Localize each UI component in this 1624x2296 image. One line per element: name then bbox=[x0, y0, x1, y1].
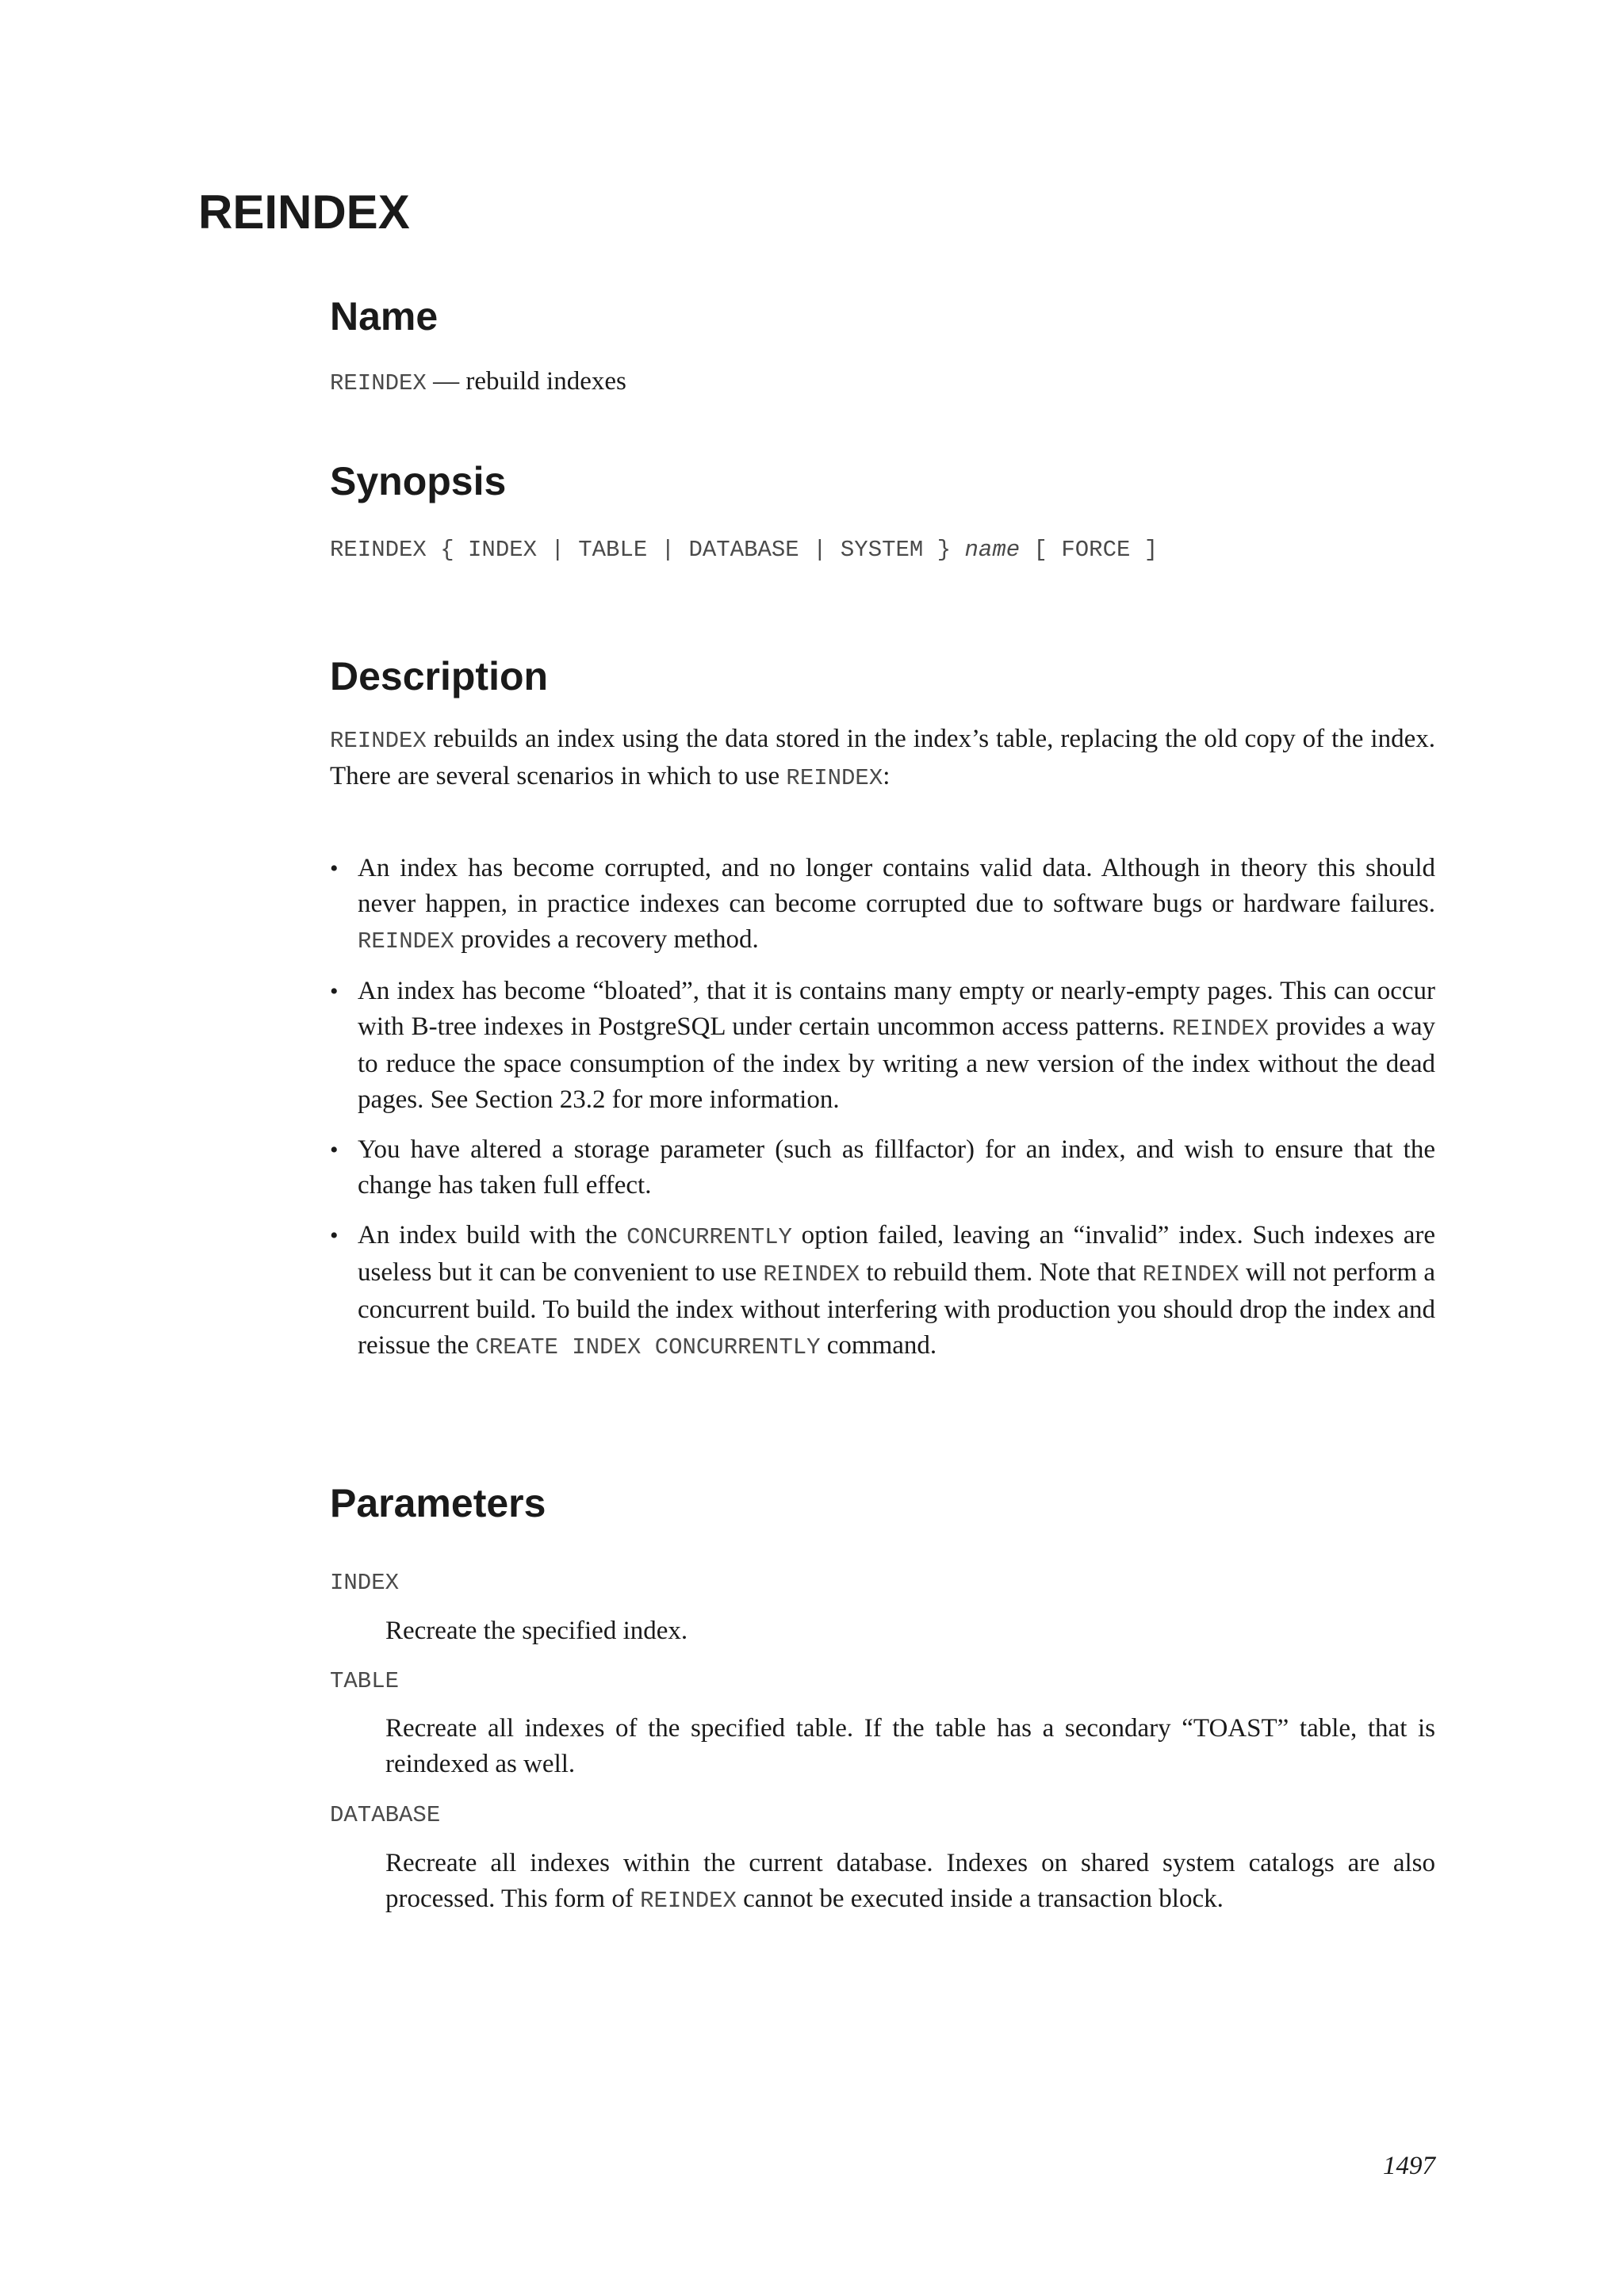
synopsis-code bbox=[330, 534, 1158, 566]
command-name: REINDEX bbox=[330, 370, 427, 396]
bullet-icon: • bbox=[330, 978, 339, 1004]
parameter-definition: Recreate all indexes of the specified table. If the table has a secondary “TOAST” table, that is reindexed as well. bbox=[385, 1714, 1435, 1778]
list-text: command. bbox=[820, 1331, 937, 1360]
synopsis-prefix: REINDEX { INDEX | TABLE | DATABASE | SYSTEM } bbox=[330, 537, 965, 563]
list-text: provides a way to reduce the space consumption of the index by writing a new version of the index without the dead pages. See Section 23.2 for more information. bbox=[358, 1012, 1435, 1114]
list-text: to rebuild them. Note that bbox=[860, 1258, 1143, 1287]
command-summary: — rebuild indexes bbox=[426, 367, 626, 396]
synopsis-name-placeholder: name bbox=[964, 537, 1021, 563]
description-intro bbox=[330, 721, 1435, 796]
inline-code: REINDEX bbox=[640, 1888, 737, 1914]
parameter-term: DATABASE bbox=[330, 1802, 441, 1828]
inline-code: CONCURRENTLY bbox=[626, 1224, 792, 1250]
list-text: An index build with the bbox=[358, 1221, 627, 1249]
scenario-list bbox=[330, 851, 1435, 1380]
bullet-icon: • bbox=[330, 855, 339, 882]
inline-code: REINDEX bbox=[1142, 1261, 1239, 1288]
parameters-heading: Parameters bbox=[330, 1481, 546, 1525]
description-heading: Description bbox=[330, 654, 549, 698]
bullet-icon: • bbox=[330, 1137, 339, 1163]
list-item bbox=[330, 974, 1435, 1118]
list-item bbox=[330, 1218, 1435, 1365]
list-text: provides a recovery method. bbox=[454, 925, 759, 954]
list-text: An index has become “bloated”, that it is contains many empty or nearly-empty pages. This can occur with B-tree indexes in PostgreSQL under certain uncommon access patterns. bbox=[358, 977, 1435, 1041]
inline-code: REINDEX bbox=[786, 765, 883, 791]
list-text: will not perform a concurrent build. To build the index without interfering with production you should drop the index and reissue the bbox=[358, 1258, 1436, 1360]
list-text: An index has become corrupted, and no longer contains valid data. Although in theory this should never happen, in practice indexes can become corrupted due to software bugs or hardware failures. bbox=[358, 854, 1435, 918]
parameter-term: TABLE bbox=[330, 1668, 400, 1694]
inline-code: REINDEX bbox=[1172, 1016, 1269, 1042]
synopsis-heading: Synopsis bbox=[330, 459, 507, 503]
parameter-definition: Recreate the specified index. bbox=[385, 1617, 688, 1645]
parameter-definition bbox=[385, 1846, 1435, 1919]
inline-code: REINDEX bbox=[358, 928, 454, 955]
inline-code: REINDEX bbox=[330, 728, 427, 754]
list-item bbox=[330, 1132, 1435, 1203]
page-title: REINDEX bbox=[198, 186, 410, 239]
description-text: : bbox=[883, 762, 891, 790]
inline-code: REINDEX bbox=[763, 1261, 860, 1288]
list-text: You have altered a storage parameter (such as fillfactor) for an index, and wish to ensure that the change has taken full effect. bbox=[358, 1135, 1435, 1200]
definition-text: cannot be executed inside a transaction block. bbox=[736, 1885, 1224, 1913]
parameter-term: INDEX bbox=[330, 1570, 400, 1596]
synopsis-suffix: [ FORCE ] bbox=[1020, 537, 1159, 563]
name-line bbox=[330, 364, 1435, 401]
page-number: 1497 bbox=[1383, 2152, 1435, 2180]
definition-text: Recreate all indexes within the current database. Indexes on shared system catalogs are also processed. This form of bbox=[385, 1849, 1435, 1913]
list-item bbox=[330, 851, 1435, 959]
bullet-icon: • bbox=[330, 1223, 339, 1249]
inline-code: CREATE INDEX CONCURRENTLY bbox=[475, 1334, 821, 1360]
description-text: rebuilds an index using the data stored in the index’s table, replacing the old copy of the index. There are several scenarios in which to use bbox=[330, 725, 1435, 790]
list-text: option failed, leaving an “invalid” index. Such indexes are useless but it can be convenient to use bbox=[358, 1221, 1435, 1287]
name-heading: Name bbox=[330, 294, 439, 339]
